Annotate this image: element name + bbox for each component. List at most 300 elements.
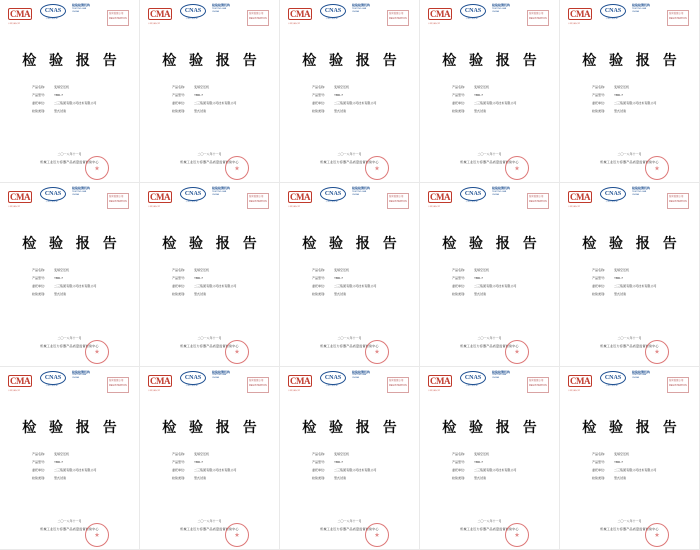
official-seal-icon	[645, 523, 669, 547]
issue-date: 二〇一八年十一月	[337, 335, 362, 340]
field-value: YBD-7	[194, 93, 203, 97]
lab-name-cn: 检验检测机构	[352, 186, 371, 191]
field-label: 委托单位：	[452, 101, 468, 105]
lab-name-en: TESTING LAB	[492, 190, 507, 193]
field-label: 产品型号：	[312, 93, 328, 97]
cnas-logo	[40, 187, 66, 205]
field-row	[592, 92, 689, 99]
certificate-thumbnail[interactable]	[280, 183, 420, 366]
cnas-mark-text: CNAS	[320, 371, 346, 385]
issue-date: 二〇一八年十一月	[477, 335, 502, 340]
issue-date: 二〇一八年十一月	[337, 518, 362, 523]
cnas-caption-cn: 中国合格评定	[325, 384, 338, 387]
cnas-logo	[40, 371, 66, 389]
cnas-logo	[320, 187, 346, 205]
field-value: 二三集团有限公司技术有限公司	[614, 284, 657, 289]
field-label: 检验类别：	[32, 109, 48, 113]
field-label: 委托单位：	[172, 467, 188, 472]
field-row	[592, 283, 689, 290]
field-value: 型式试验	[54, 109, 67, 113]
issue-date: 二〇一八年十一月	[197, 518, 222, 523]
registration-box	[107, 193, 129, 209]
registration-line1: 检验检测专用	[529, 378, 544, 382]
certificate-thumbnail[interactable]	[0, 367, 140, 550]
lab-name-en2: CHINA	[212, 10, 219, 13]
issue-date: 二〇一八年十一月	[197, 152, 222, 157]
cma-mark-text: CMA	[10, 192, 30, 203]
registration-line2: REGISTRATION	[249, 17, 267, 20]
report-title: 检 验 报 告	[442, 53, 541, 69]
lab-name-en2: CHINA	[212, 377, 219, 380]
cma-logo	[8, 187, 34, 209]
registration-line1: 检验检测专用	[389, 378, 404, 382]
lab-name-en: TESTING LAB	[352, 374, 367, 377]
field-value: 二三集团有限公司技术有限公司	[54, 467, 97, 472]
field-list	[312, 451, 409, 483]
official-seal-icon	[365, 156, 389, 180]
cma-caption: 中国计量认证	[288, 206, 300, 209]
cnas-caption-cn: 中国合格评定	[465, 18, 478, 20]
field-label: 检验类别：	[172, 109, 188, 113]
official-seal-icon	[85, 340, 109, 364]
registration-line2: REGISTRATION	[669, 383, 687, 387]
registration-box	[527, 193, 549, 209]
cma-mark-text: CMA	[150, 9, 170, 19]
field-row	[172, 84, 269, 91]
field-row	[32, 108, 129, 115]
cma-logo	[568, 4, 594, 25]
lab-name-cn: 检验检测机构	[632, 3, 651, 7]
certificate-thumbnail[interactable]	[420, 367, 560, 550]
lab-logo	[352, 371, 380, 381]
cnas-logo	[320, 4, 346, 22]
lab-name-cn: 检验检测机构	[72, 186, 91, 191]
cnas-caption-cn: 中国合格评定	[45, 384, 58, 387]
certificate-thumbnail[interactable]	[0, 0, 140, 183]
lab-name-cn: 检验检测机构	[492, 186, 511, 191]
field-list	[312, 267, 409, 299]
field-label: 产品名称：	[592, 85, 608, 89]
cnas-mark-text: CNAS	[600, 187, 626, 201]
field-list	[32, 84, 129, 116]
lab-name-cn: 检验检测机构	[632, 369, 651, 374]
issuer-block	[424, 526, 555, 531]
cma-mark-text: CMA	[150, 375, 170, 386]
field-label: 检验类别：	[312, 475, 328, 480]
registration-line2: REGISTRATION	[529, 383, 547, 387]
cma-logo	[8, 371, 34, 392]
registration-box	[667, 193, 689, 209]
field-row	[172, 459, 269, 466]
logo-band	[148, 4, 273, 26]
certificate-thumbnail[interactable]	[560, 367, 700, 550]
field-row	[172, 275, 269, 282]
field-label: 检验类别：	[592, 475, 608, 480]
cnas-mark-text: CNAS	[180, 187, 206, 201]
lab-name-cn: 检验检测机构	[492, 369, 511, 374]
field-row	[172, 451, 269, 458]
certificate-thumbnail[interactable]	[280, 0, 420, 183]
lab-name-cn: 检验检测机构	[352, 3, 371, 7]
field-label: 检验类别：	[32, 292, 48, 297]
official-seal-icon	[225, 156, 249, 180]
field-row	[312, 283, 409, 290]
field-value: 二三集团有限公司技术有限公司	[614, 101, 657, 105]
field-value: YBD-7	[614, 459, 623, 464]
issue-date: 二〇一八年十一月	[57, 152, 82, 157]
lab-name-en2: CHINA	[352, 377, 359, 380]
field-value: 变频空压机	[194, 268, 210, 273]
report-title: 检 验 报 告	[582, 236, 681, 253]
cma-mark-text: CMA	[290, 9, 310, 19]
cnas-caption-cn: 中国合格评定	[45, 18, 58, 20]
cma-caption: 中国计量认证	[148, 206, 160, 209]
issuer-name: 机械工业压力容器产品质量监督检验中心	[40, 343, 99, 348]
cma-logo	[288, 371, 314, 392]
field-row	[312, 84, 409, 91]
registration-line2: REGISTRATION	[389, 383, 407, 387]
registration-line1: 检验检测专用	[669, 378, 684, 382]
cma-mark-text: CMA	[570, 375, 590, 386]
field-value: 二三集团有限公司技术有限公司	[194, 467, 237, 472]
lab-logo	[212, 187, 240, 197]
registration-box	[247, 193, 269, 209]
field-label: 产品型号：	[172, 93, 188, 97]
field-label: 产品名称：	[32, 85, 48, 89]
official-seal-icon	[645, 156, 669, 180]
cma-mark-text: CMA	[290, 192, 310, 203]
field-label: 检验类别：	[172, 475, 188, 480]
field-value: 二三集团有限公司技术有限公司	[334, 101, 377, 105]
field-value: 变频空压机	[334, 451, 350, 456]
field-row	[312, 475, 409, 482]
report-title: 检 验 报 告	[582, 419, 681, 436]
field-value: 变频空压机	[194, 85, 210, 89]
certificate-thumbnail[interactable]	[0, 183, 140, 366]
field-value: 变频空压机	[614, 85, 630, 89]
cnas-logo	[40, 4, 66, 22]
field-row	[32, 275, 129, 282]
field-label: 产品型号：	[312, 459, 328, 464]
cnas-caption-cn: 中国合格评定	[185, 201, 198, 204]
issuer-name: 机械工业压力容器产品质量监督检验中心	[600, 160, 659, 165]
issuer-block	[144, 159, 275, 164]
cnas-caption-cn: 中国合格评定	[185, 18, 198, 20]
lab-name-en2: CHINA	[492, 377, 499, 380]
cnas-logo	[320, 371, 346, 389]
lab-logo	[492, 371, 520, 381]
cnas-caption-cn: 中国合格评定	[325, 18, 338, 20]
issuer-name: 机械工业压力容器产品质量监督检验中心	[180, 526, 239, 531]
field-value: 型式试验	[54, 292, 67, 297]
registration-line1: 检验检测专用	[669, 195, 684, 199]
logo-band	[428, 187, 553, 209]
field-value: 型式试验	[474, 109, 487, 113]
field-row	[312, 451, 409, 458]
field-label: 产品名称：	[312, 85, 328, 89]
registration-box	[107, 10, 129, 26]
field-value: 变频空压机	[54, 85, 70, 89]
lab-logo	[492, 4, 520, 14]
cnas-mark-text: CNAS	[40, 187, 66, 201]
cma-caption: 中国计量认证	[568, 389, 580, 392]
cma-caption: 中国计量认证	[288, 389, 300, 392]
lab-name-en2: CHINA	[632, 377, 639, 380]
field-label: 产品名称：	[32, 268, 48, 273]
field-row	[32, 451, 129, 458]
field-label: 产品名称：	[592, 268, 608, 273]
logo-band	[8, 4, 133, 26]
logo-band	[428, 371, 553, 393]
report-title: 检 验 报 告	[302, 419, 401, 436]
registration-box	[527, 377, 549, 393]
field-value: 变频空压机	[474, 451, 490, 456]
certificate-thumbnail[interactable]	[140, 367, 280, 550]
cma-logo	[148, 187, 174, 209]
field-value: YBD-7	[54, 459, 63, 464]
field-value: YBD-7	[54, 276, 63, 281]
issuer-block	[4, 526, 135, 531]
registration-line2: REGISTRATION	[669, 200, 687, 204]
field-row	[592, 459, 689, 466]
certificate-thumbnail[interactable]	[420, 0, 560, 183]
cnas-caption-cn: 中国合格评定	[325, 201, 338, 204]
issue-date: 二〇一八年十一月	[617, 335, 642, 340]
certificate-thumbnail[interactable]	[560, 0, 700, 183]
registration-line1: 检验检测专用	[109, 378, 124, 382]
field-value: 变频空压机	[194, 451, 210, 456]
field-value: YBD-7	[474, 459, 483, 464]
field-value: 二三集团有限公司技术有限公司	[474, 101, 517, 105]
lab-name-en: TESTING LAB	[492, 374, 507, 377]
issuer-block	[284, 159, 415, 164]
field-value: 变频空压机	[334, 85, 350, 89]
field-value: YBD-7	[474, 93, 483, 97]
issue-date: 二〇一八年十一月	[617, 518, 642, 523]
registration-line2: REGISTRATION	[669, 17, 687, 20]
cnas-logo	[600, 187, 626, 205]
field-row	[172, 283, 269, 290]
report-title: 检 验 报 告	[442, 236, 541, 253]
logo-band	[568, 187, 693, 209]
field-row	[452, 291, 549, 298]
field-list	[592, 451, 689, 483]
lab-name-en2: CHINA	[632, 193, 639, 196]
field-row	[172, 291, 269, 298]
field-list	[172, 451, 269, 483]
issuer-name: 机械工业压力容器产品质量监督检验中心	[460, 160, 519, 165]
field-value: 型式试验	[474, 292, 487, 297]
lab-name-en: TESTING LAB	[632, 7, 647, 10]
lab-name-cn: 检验检测机构	[212, 369, 231, 374]
field-label: 委托单位：	[32, 467, 48, 472]
logo-band	[288, 371, 413, 393]
registration-box	[667, 377, 689, 393]
lab-name-en2: CHINA	[72, 10, 79, 13]
official-seal-icon	[85, 156, 109, 180]
field-label: 检验类别：	[452, 475, 468, 480]
lab-name-en: TESTING LAB	[72, 190, 87, 193]
official-seal-icon	[505, 156, 529, 180]
cma-logo	[288, 4, 314, 25]
registration-line1: 检验检测专用	[389, 195, 404, 199]
cma-logo	[428, 4, 454, 25]
issuer-name: 机械工业压力容器产品质量监督检验中心	[320, 343, 379, 348]
field-row	[592, 100, 689, 107]
field-row	[452, 283, 549, 290]
lab-name-cn: 检验检测机构	[632, 186, 651, 191]
registration-box	[387, 193, 409, 209]
logo-band	[568, 4, 693, 26]
issue-date: 二〇一八年十一月	[477, 518, 502, 523]
cnas-caption-cn: 中国合格评定	[465, 384, 478, 387]
cma-logo	[8, 4, 34, 25]
field-label: 产品型号：	[592, 276, 608, 281]
field-list	[452, 451, 549, 483]
report-title: 检 验 报 告	[162, 236, 261, 253]
registration-line2: REGISTRATION	[109, 200, 127, 204]
cma-caption: 中国计量认证	[8, 23, 20, 25]
field-row	[32, 267, 129, 274]
cnas-caption-cn: 中国合格评定	[605, 384, 618, 387]
field-row	[592, 84, 689, 91]
issuer-name: 机械工业压力容器产品质量监督检验中心	[40, 160, 99, 165]
lab-name-en: TESTING LAB	[352, 190, 367, 193]
field-label: 委托单位：	[312, 284, 328, 289]
issuer-block	[424, 343, 555, 348]
registration-line2: REGISTRATION	[529, 17, 547, 20]
issuer-name: 机械工业压力容器产品质量监督检验中心	[600, 343, 659, 348]
certificate-thumbnail[interactable]	[140, 0, 280, 183]
cma-logo	[288, 187, 314, 209]
cma-logo	[148, 4, 174, 25]
lab-logo	[72, 4, 100, 14]
official-seal-icon	[645, 340, 669, 364]
cma-logo	[568, 371, 594, 392]
registration-line2: REGISTRATION	[109, 383, 127, 387]
logo-band	[148, 371, 273, 393]
field-value: 变频空压机	[54, 451, 70, 456]
cnas-logo	[180, 4, 206, 22]
registration-line1: 检验检测专用	[249, 195, 264, 199]
issue-date: 二〇一八年十一月	[617, 152, 642, 157]
cma-mark-text: CMA	[570, 192, 590, 203]
field-label: 产品名称：	[452, 451, 468, 456]
cnas-logo	[180, 371, 206, 389]
field-value: YBD-7	[54, 93, 63, 97]
official-seal-icon	[225, 340, 249, 364]
field-label: 产品型号：	[312, 276, 328, 281]
logo-band	[288, 187, 413, 209]
registration-line2: REGISTRATION	[109, 17, 127, 20]
field-row	[32, 475, 129, 482]
cma-caption: 中国计量认证	[428, 389, 440, 392]
cma-caption: 中国计量认证	[148, 23, 160, 25]
certificate-thumbnail[interactable]	[140, 183, 280, 366]
field-label: 委托单位：	[32, 284, 48, 289]
field-label: 产品型号：	[172, 276, 188, 281]
issue-date: 二〇一八年十一月	[477, 152, 502, 157]
field-label: 检验类别：	[452, 109, 468, 113]
lab-logo	[72, 187, 100, 197]
logo-band	[148, 187, 273, 209]
field-value: 二三集团有限公司技术有限公司	[474, 467, 517, 472]
field-value: 变频空压机	[474, 85, 490, 89]
field-label: 产品名称：	[452, 268, 468, 273]
issuer-name: 机械工业压力容器产品质量监督检验中心	[180, 160, 239, 165]
field-label: 委托单位：	[172, 101, 188, 105]
cnas-mark-text: CNAS	[180, 371, 206, 385]
field-row	[312, 92, 409, 99]
field-list	[32, 451, 129, 483]
issuer-name: 机械工业压力容器产品质量监督检验中心	[320, 526, 379, 531]
lab-name-cn: 检验检测机构	[72, 369, 91, 374]
field-row	[172, 100, 269, 107]
cnas-caption-cn: 中国合格评定	[605, 201, 618, 204]
registration-box	[387, 10, 409, 26]
field-row	[592, 451, 689, 458]
field-label: 产品名称：	[32, 451, 48, 456]
field-row	[312, 467, 409, 474]
cnas-caption-cn: 中国合格评定	[605, 18, 618, 20]
certificate-thumbnail[interactable]	[420, 183, 560, 366]
cma-mark-text: CMA	[10, 9, 30, 19]
field-label: 产品名称：	[312, 451, 328, 456]
lab-name-en: TESTING LAB	[72, 7, 87, 10]
field-row	[452, 459, 549, 466]
issuer-block	[4, 343, 135, 348]
cnas-mark-text: CNAS	[320, 187, 346, 201]
cma-caption: 中国计量认证	[288, 23, 300, 25]
lab-logo	[212, 371, 240, 381]
field-label: 产品名称：	[592, 451, 608, 456]
lab-name-cn: 检验检测机构	[352, 369, 371, 374]
field-label: 产品名称：	[452, 85, 468, 89]
field-row	[592, 291, 689, 298]
field-value: YBD-7	[334, 276, 343, 281]
field-row	[312, 100, 409, 107]
field-label: 产品型号：	[452, 459, 468, 464]
lab-name-en2: CHINA	[72, 193, 79, 196]
cma-caption: 中国计量认证	[568, 206, 580, 209]
field-value: YBD-7	[614, 93, 623, 97]
certificate-thumbnail[interactable]	[560, 183, 700, 366]
field-value: YBD-7	[614, 276, 623, 281]
field-row	[172, 92, 269, 99]
field-row	[32, 291, 129, 298]
field-label: 产品型号：	[32, 276, 48, 281]
issuer-name: 机械工业压力容器产品质量监督检验中心	[600, 526, 659, 531]
issuer-name: 机械工业压力容器产品质量监督检验中心	[320, 160, 379, 165]
field-row	[172, 467, 269, 474]
official-seal-icon	[505, 523, 529, 547]
lab-logo	[632, 187, 660, 197]
registration-line2: REGISTRATION	[529, 200, 547, 204]
field-row	[312, 275, 409, 282]
issuer-block	[284, 526, 415, 531]
field-value: 二三集团有限公司技术有限公司	[54, 284, 97, 289]
field-row	[312, 459, 409, 466]
report-title: 检 验 报 告	[22, 419, 121, 436]
field-label: 产品型号：	[452, 93, 468, 97]
lab-name-cn: 检验检测机构	[212, 186, 231, 191]
field-row	[452, 475, 549, 482]
field-label: 产品型号：	[592, 459, 608, 464]
field-list	[172, 267, 269, 299]
certificate-thumbnail[interactable]	[280, 367, 420, 550]
report-title: 检 验 报 告	[582, 53, 681, 69]
lab-name-cn: 检验检测机构	[492, 3, 511, 7]
